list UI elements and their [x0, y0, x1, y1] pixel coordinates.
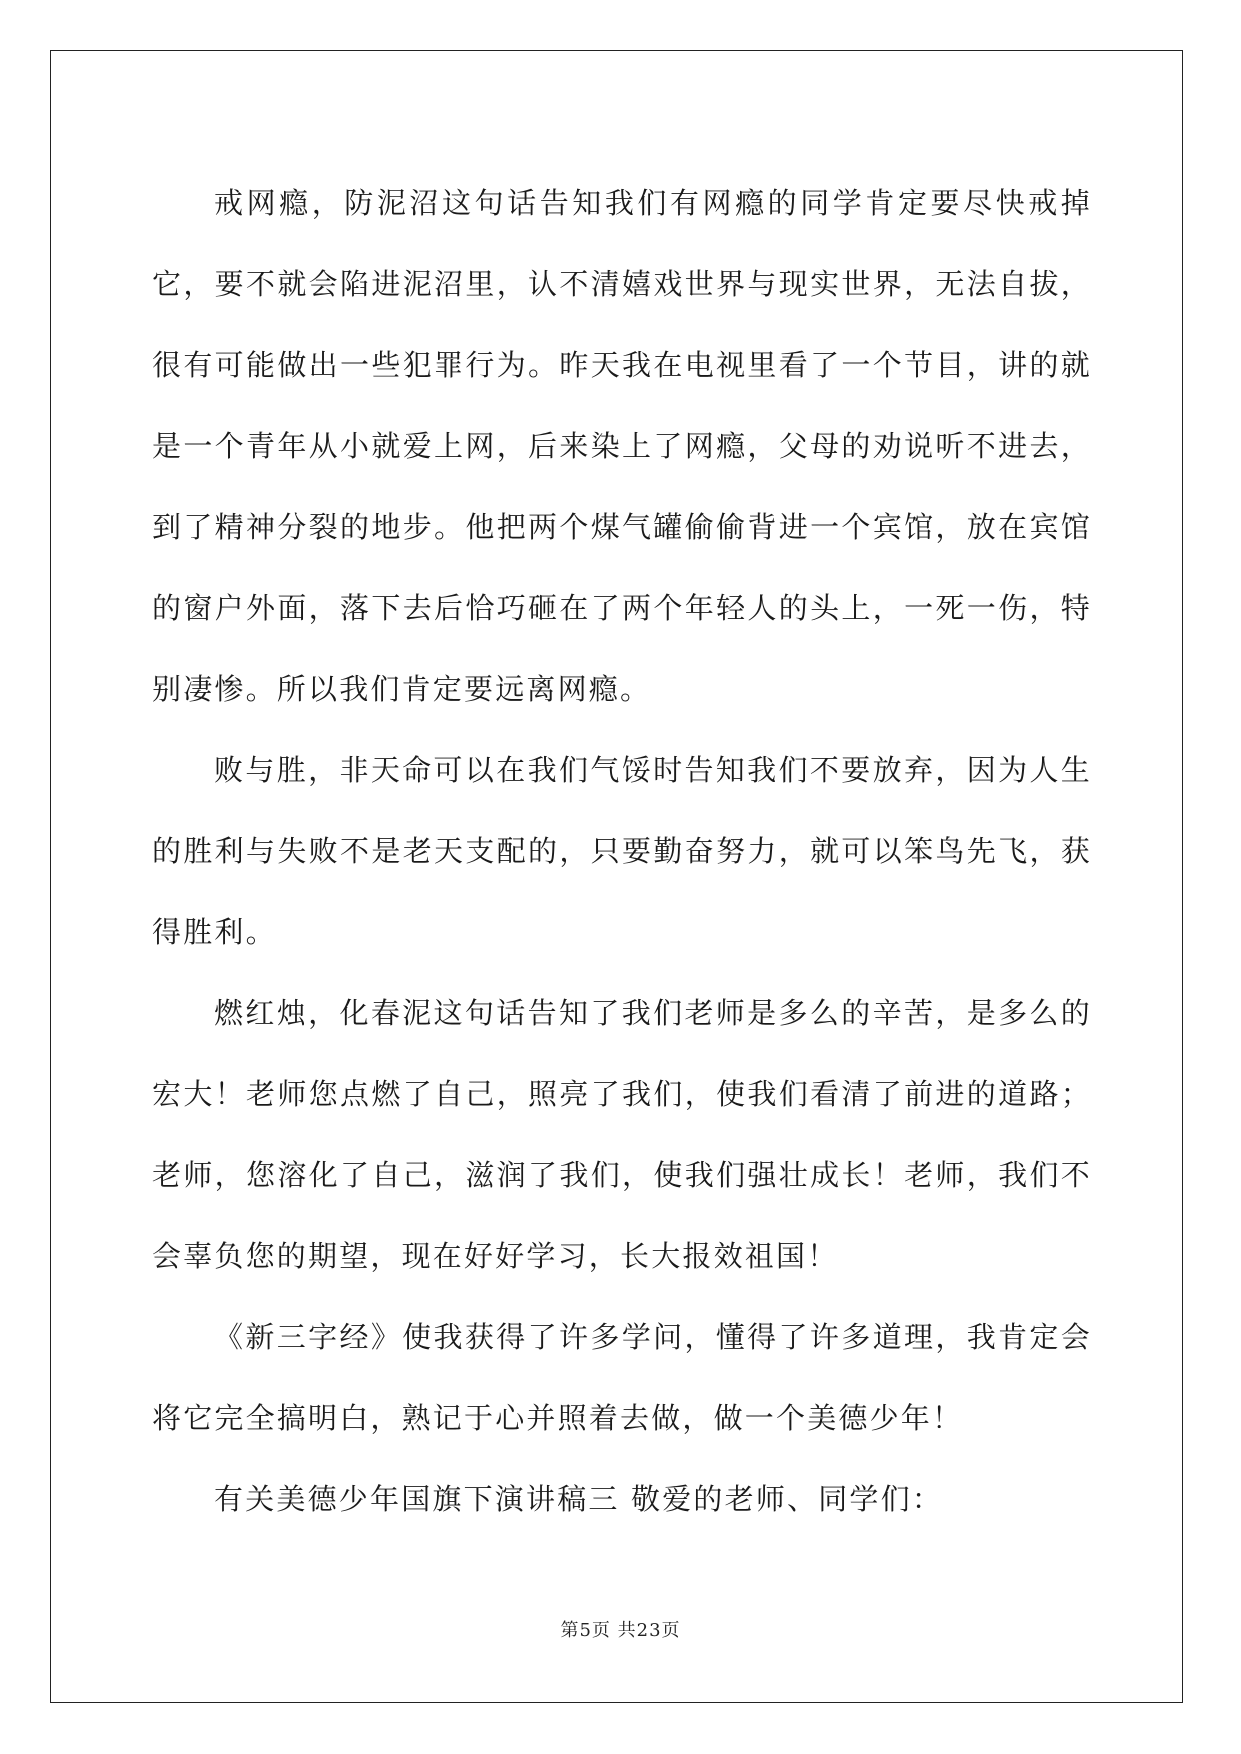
paragraph-speech-three-heading: 有关美德少年国旗下演讲稿三 敬爱的老师、同学们：	[214, 1482, 944, 1516]
paragraph-teacher-candle: 燃红烛，化春泥这句话告知了我们老师是多么的辛苦，是多么的宏大！老师您点燃了自己，照亮了我们，使我们看清了前进的道路；老师，您溶化了自己，滋润了我们，使我们强壮成长！老师，我们不会辜负您的期望，现在好好学习，长大报效祖国！	[152, 996, 1092, 1273]
paragraph-quit-internet-addiction: 戒网瘾，防泥沼这句话告知我们有网瘾的同学肯定要尽快戒掉它，要不就会陷进泥沼里，认不清嬉戏世界与现实世界，无法自拔，很有可能做出一些犯罪行为。昨天我在电视里看了一个节目，讲的就是一个青年从小就爱上网，后来染上了网瘾，父母的劝说听不进去，到了精神分裂的地步。他把两个煤气罐偷偷背进一个宾馆，放在宾馆的窗户外面，落下去后恰巧砸在了两个年轻人的头上，一死一伤，特别凄惨。所以我们肯定要远离网瘾。	[152, 186, 1092, 706]
page-number-footer: 第5页 共23页	[560, 1620, 681, 1641]
paragraph-new-three-character-classic: 《新三字经》使我获得了许多学问，懂得了许多道理，我肯定会将它完全搞明白，熟记于心并照着去做，做一个美德少年！	[152, 1320, 1092, 1435]
document-body	[152, 163, 1092, 1540]
paragraph-defeat-and-victory: 败与胜，非天命可以在我们气馁时告知我们不要放弃，因为人生的胜利与失败不是老天支配的，只要勤奋努力，就可以笨鸟先飞，获得胜利。	[152, 753, 1092, 949]
